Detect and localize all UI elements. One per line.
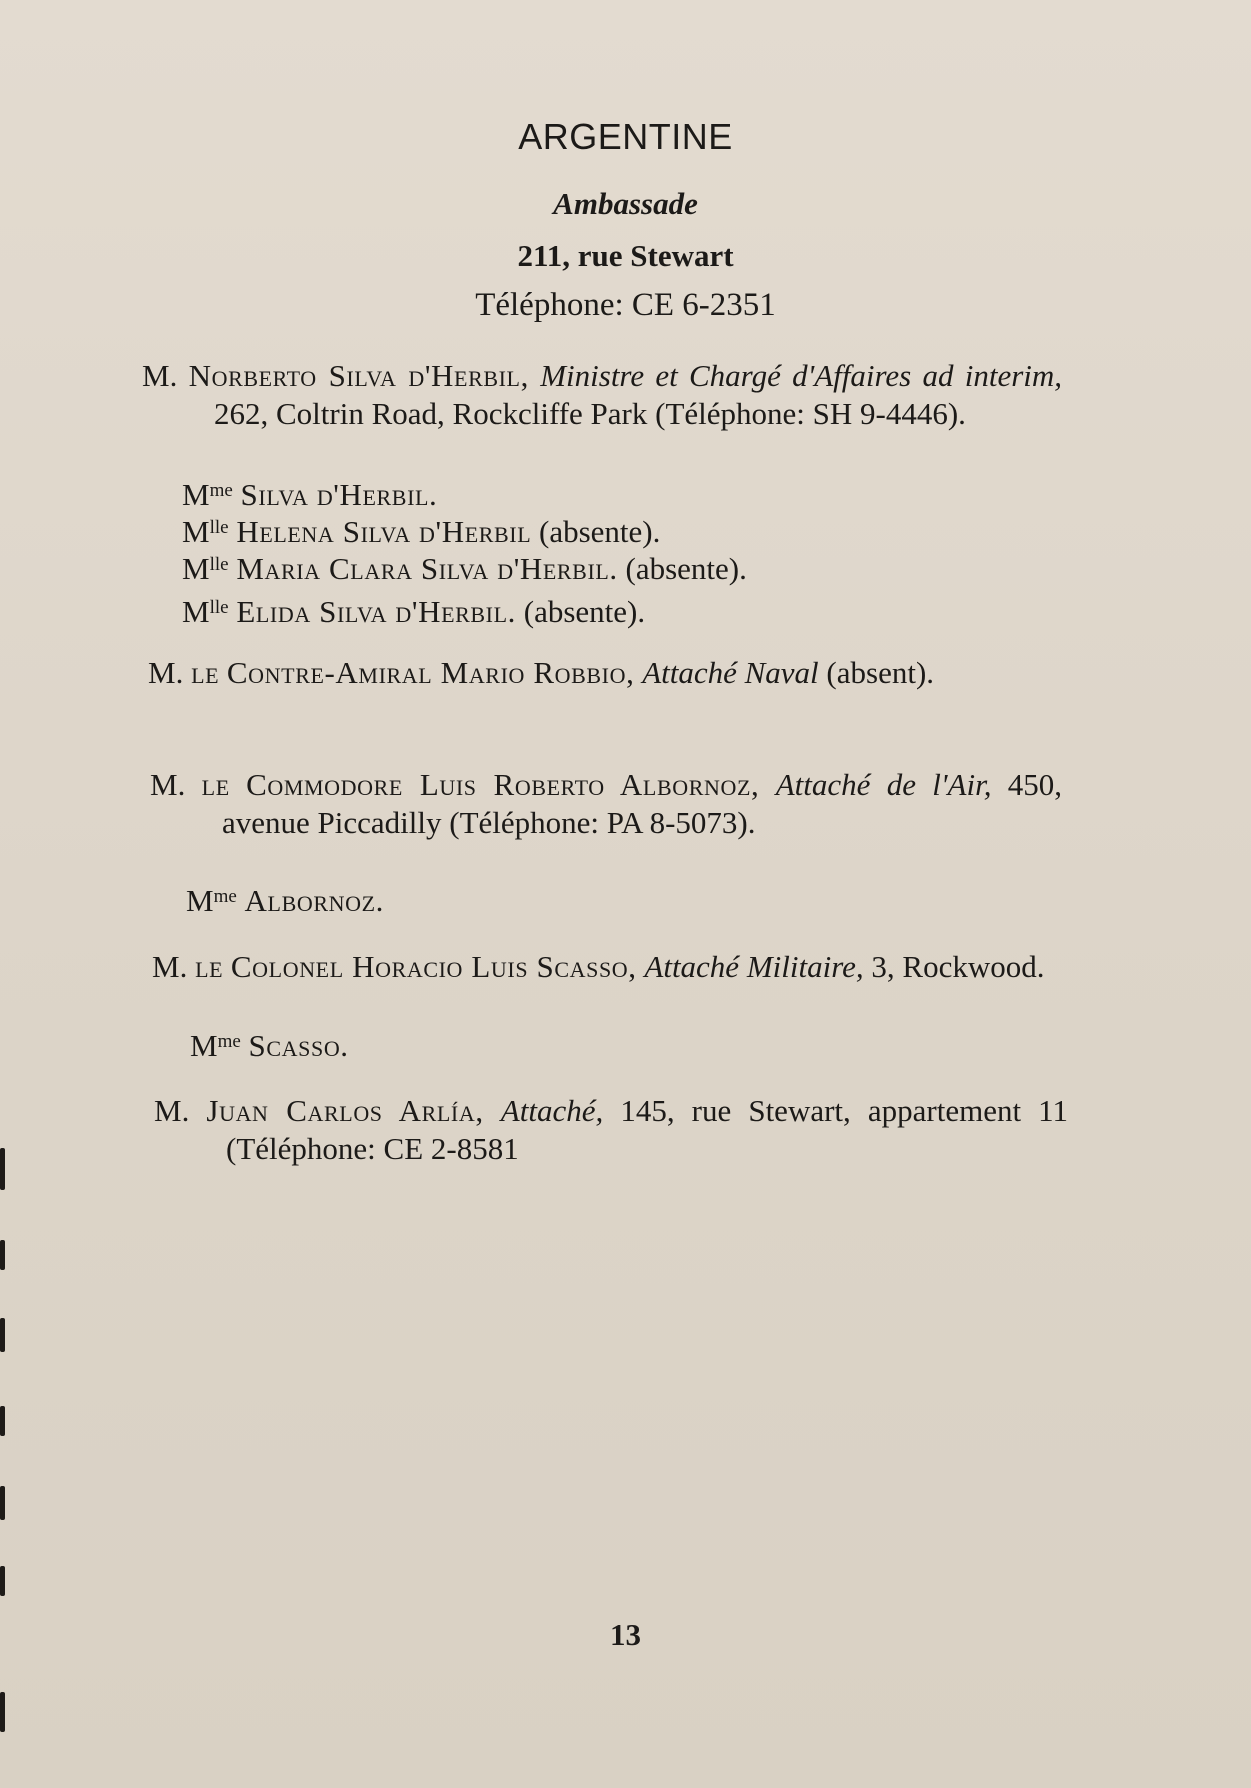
- country-heading: ARGENTINE: [518, 116, 733, 157]
- entry-details: 262, Coltrin Road, Rockcliffe Park (Téléphone: SH 9-4446).: [214, 396, 966, 431]
- entry-role: Ministre et Chargé d'Affaires ad interim,: [540, 358, 1063, 393]
- staff-entry: [148, 654, 1062, 692]
- entry-details: 145, rue Stewart, appartement 11 (Téléphone: CE 2-8581: [226, 1093, 1068, 1166]
- family-member: $M^{me}$ Silva d'Herbil.: [182, 477, 438, 512]
- entry-rank: le: [195, 949, 224, 984]
- entry-name: Juan Carlos Arlía,: [206, 1093, 484, 1128]
- family-member-name: Maria Clara Silva d'Herbil.: [236, 551, 618, 586]
- embassy-address: 211, rue Stewart: [517, 238, 734, 273]
- family-member-name: Elida Silva d'Herbil.: [236, 594, 516, 629]
- binding-mark: [0, 1318, 5, 1352]
- entry-role: Attaché Militaire,: [644, 949, 864, 984]
- family-member: $M^{me}$ Scasso.: [190, 1028, 349, 1063]
- entry-title: M.: [150, 767, 186, 802]
- entry-role: Attaché,: [500, 1093, 604, 1128]
- page-number: 13: [610, 1617, 641, 1652]
- family-member-note: (absente).: [625, 551, 747, 586]
- family-member-note: (absente).: [539, 514, 661, 549]
- entry-role: Attaché Naval: [642, 655, 819, 690]
- binding-mark: [0, 1486, 5, 1520]
- entry-details: (absent).: [826, 655, 935, 690]
- binding-mark: [0, 1566, 5, 1596]
- embassy-phone: Téléphone: CE 6-2351: [475, 287, 776, 323]
- family-member: $M^{lle}$ Maria Clara Silva d'Herbil. (absente).: [182, 551, 747, 586]
- family-member-name: Scasso.: [248, 1028, 349, 1063]
- staff-entry: [142, 357, 1062, 433]
- entry-name: Colonel Horacio Luis Scasso,: [230, 949, 637, 984]
- family-member-name: Silva d'Herbil.: [240, 477, 438, 512]
- family-member: $M^{me}$ Albornoz.: [186, 883, 384, 918]
- staff-entry: [150, 766, 1062, 842]
- staff-entry: [152, 948, 1062, 986]
- entry-rank: le: [201, 767, 230, 802]
- binding-mark: [0, 1406, 5, 1436]
- embassy-label: Ambassade: [553, 186, 698, 221]
- entry-name: Commodore Luis Roberto Albornoz,: [246, 767, 760, 802]
- entry-name: Norberto Silva d'Herbil,: [188, 358, 529, 393]
- entry-details: 3, Rockwood.: [871, 949, 1045, 984]
- staff-entry: [154, 1092, 1068, 1168]
- entry-details: 450, avenue Piccadilly (Téléphone: PA 8-5073).: [222, 767, 1063, 840]
- entry-title: M.: [152, 949, 188, 984]
- binding-mark: [0, 1148, 5, 1190]
- entry-role: Attaché de l'Air,: [775, 767, 992, 802]
- family-member-name: Albornoz.: [244, 883, 384, 918]
- entry-name: Contre-Amiral Mario Robbio,: [226, 655, 635, 690]
- entry-title: M.: [148, 655, 184, 690]
- entry-rank: le: [191, 655, 220, 690]
- binding-mark: [0, 1240, 5, 1270]
- binding-mark: [0, 1692, 5, 1732]
- family-member-name: Helena Silva d'Herbil: [236, 514, 532, 549]
- family-member: $M^{lle}$ Helena Silva d'Herbil (absente).: [182, 514, 661, 549]
- family-member: $M^{lle}$ Elida Silva d'Herbil. (absente).: [182, 594, 646, 629]
- entry-title: M.: [154, 1093, 190, 1128]
- family-member-note: (absente).: [523, 594, 646, 629]
- entry-title: M.: [142, 358, 178, 393]
